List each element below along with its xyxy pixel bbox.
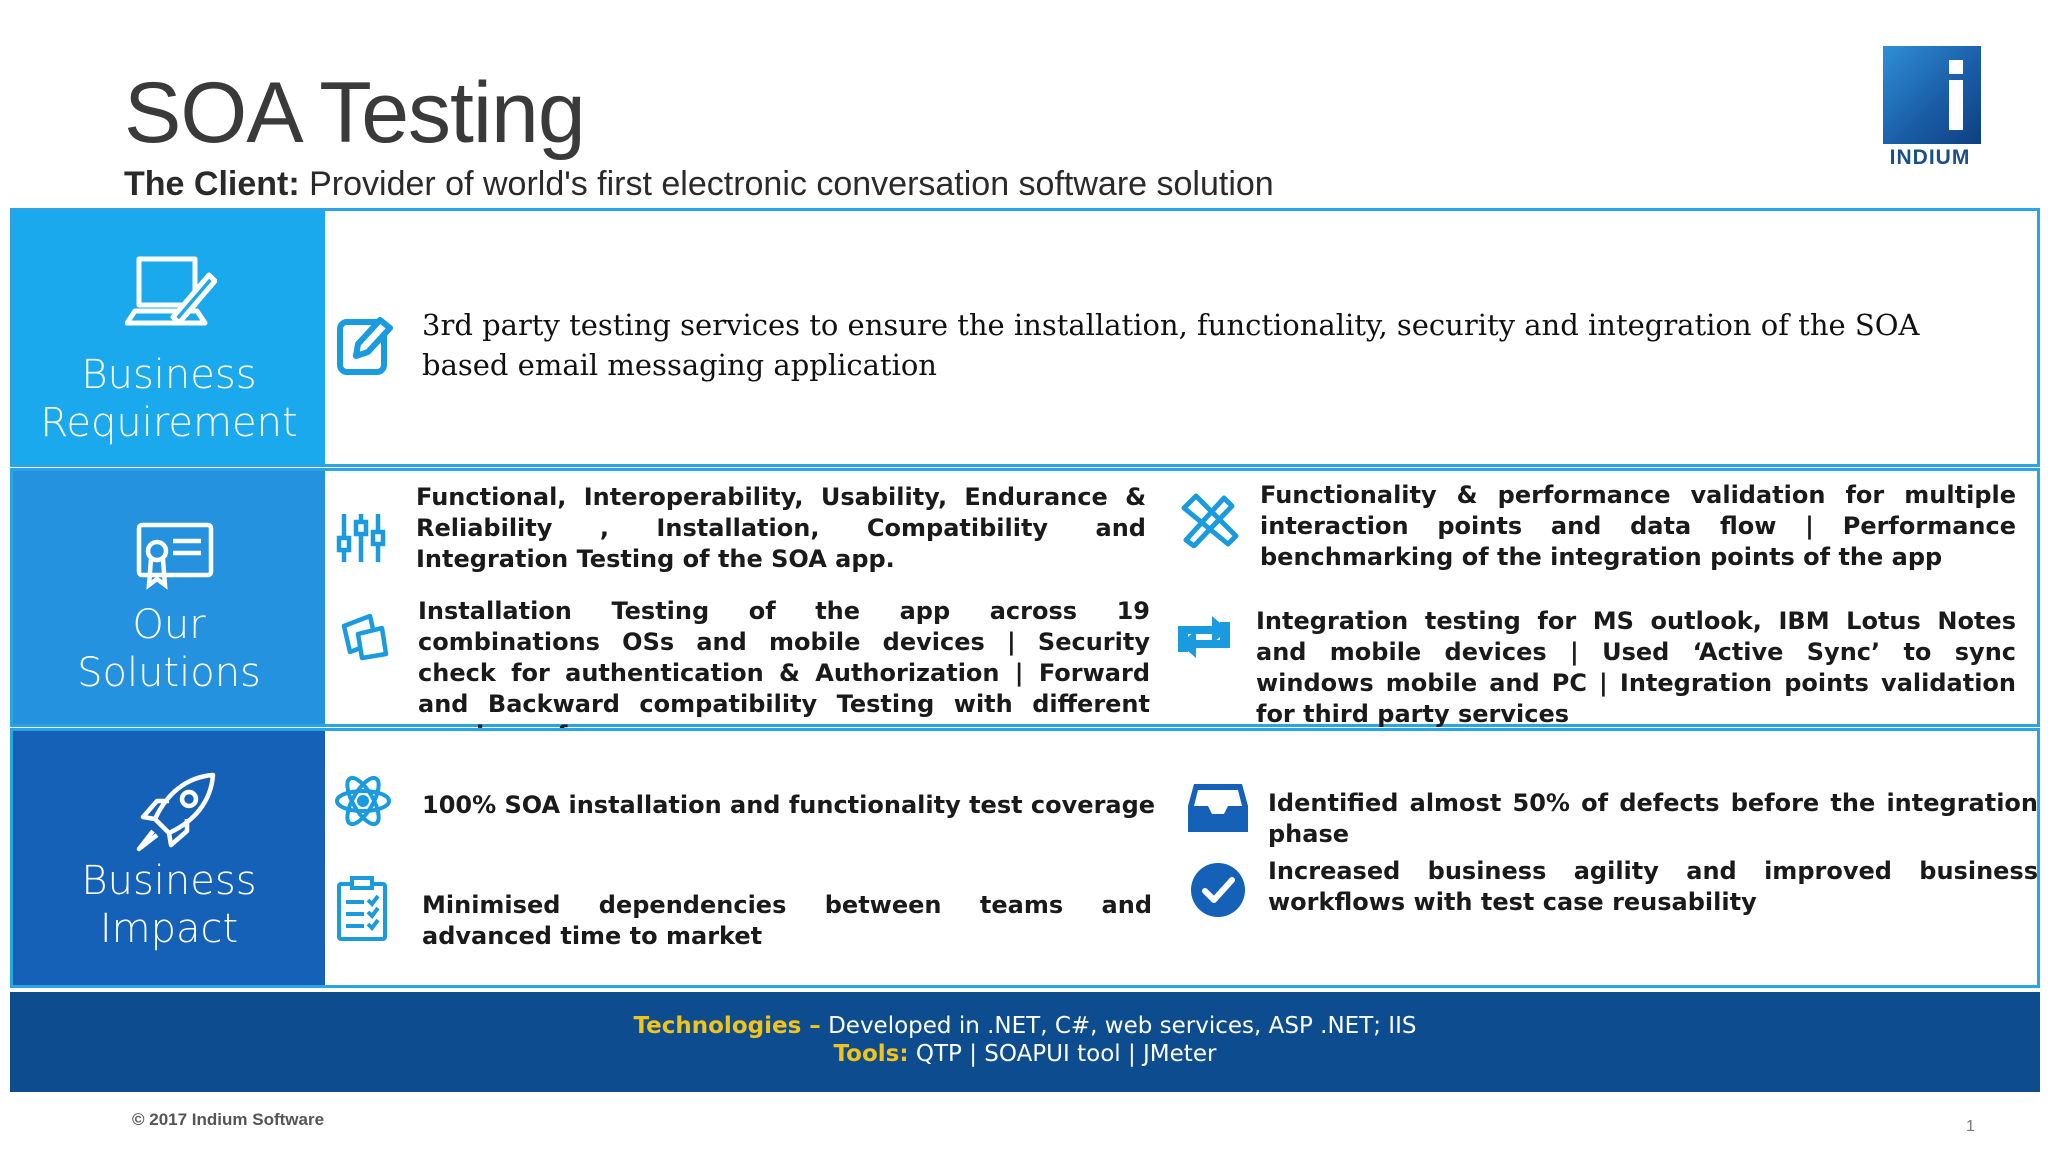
impact-label [13,857,325,953]
client-label: The Client: [124,165,300,203]
rocket-icon [133,769,219,855]
solution-text: Installation Testing of the app across 19 combinations OSs and mobile devices | Security check for authentication & Authorization | Forward and Backward compatibility Testing with different [418,597,1150,718]
label-line1: Business [81,352,257,398]
devices-icon [340,612,390,662]
impact-text: Minimised dependencies between teams and advanced time to market [422,891,1152,950]
tools-icon [1180,490,1240,548]
check-circle-icon [1190,862,1246,918]
solution-text: Functionality & performance validation for multiple interaction points and data flow | Performance benchmarking of the integration points of the app [1260,481,2016,571]
label-line2: Requirement [40,400,298,446]
edit-icon [336,312,394,378]
solution-text: Integration testing for MS outlook, IBM Lotus Notes and mobile devices | Used ‘Active Sync’ to sync windows mobile and PC | Integration points validation for third party services [1256,607,2016,728]
inbox-icon [1188,780,1248,834]
sliders-icon [336,512,386,564]
client-text: Provider of world's first electronic conversation software solution [309,165,1274,203]
technologies-label: Technologies – [633,1013,821,1039]
tools-line [10,1040,2040,1068]
label-line2: Impact [99,906,239,952]
checklist-icon [336,876,388,942]
laptop-pen-icon [125,253,217,337]
copyright-text: © 2017 Indium Software [132,1110,325,1129]
label-line1: Business [81,858,257,904]
logo-mark [1883,46,1981,144]
business-requirement-label [13,351,325,447]
requirement-text: 3rd party testing services to ensure the installation, functionality, security and integration of the SOA based email messaging application [422,308,1920,382]
technologies-line [10,1012,2040,1040]
impact-panel [13,731,325,985]
impact-text: Identified almost 50% of defects before the integration phase [1268,789,2038,848]
certificate-icon [135,521,215,593]
label-line1: Our [132,602,206,648]
technologies-band [10,992,2040,1092]
indium-logo [1878,46,1982,168]
logo-word: INDIUM [1889,146,1971,169]
client-subtitle [124,166,1274,203]
impact-text: Increased business agility and improved business workflows with test case reusability [1268,857,2038,916]
page-title: SOA Testing [124,65,585,161]
solution-text: Functional, Interoperability, Usability, Endurance & Reliability , Installation, Compatibility and Integration Testing of the SOA app. [416,483,1146,573]
tools-text: QTP | SOAPUI tool | JMeter [908,1041,1217,1067]
tools-label: Tools: [833,1041,909,1067]
business-requirement-panel [13,211,325,464]
atom-icon [334,772,392,830]
impact-text: 100% SOA installation and functionality test coverage [422,791,1156,819]
label-line2: Solutions [77,650,261,696]
technologies-text: Developed in .NET, C#, web services, ASP .NET; IIS [820,1013,1417,1039]
solutions-label [13,601,325,697]
solutions-panel [13,471,325,724]
sync-icon [1172,612,1236,662]
page-number: 1 [1966,1118,1975,1135]
